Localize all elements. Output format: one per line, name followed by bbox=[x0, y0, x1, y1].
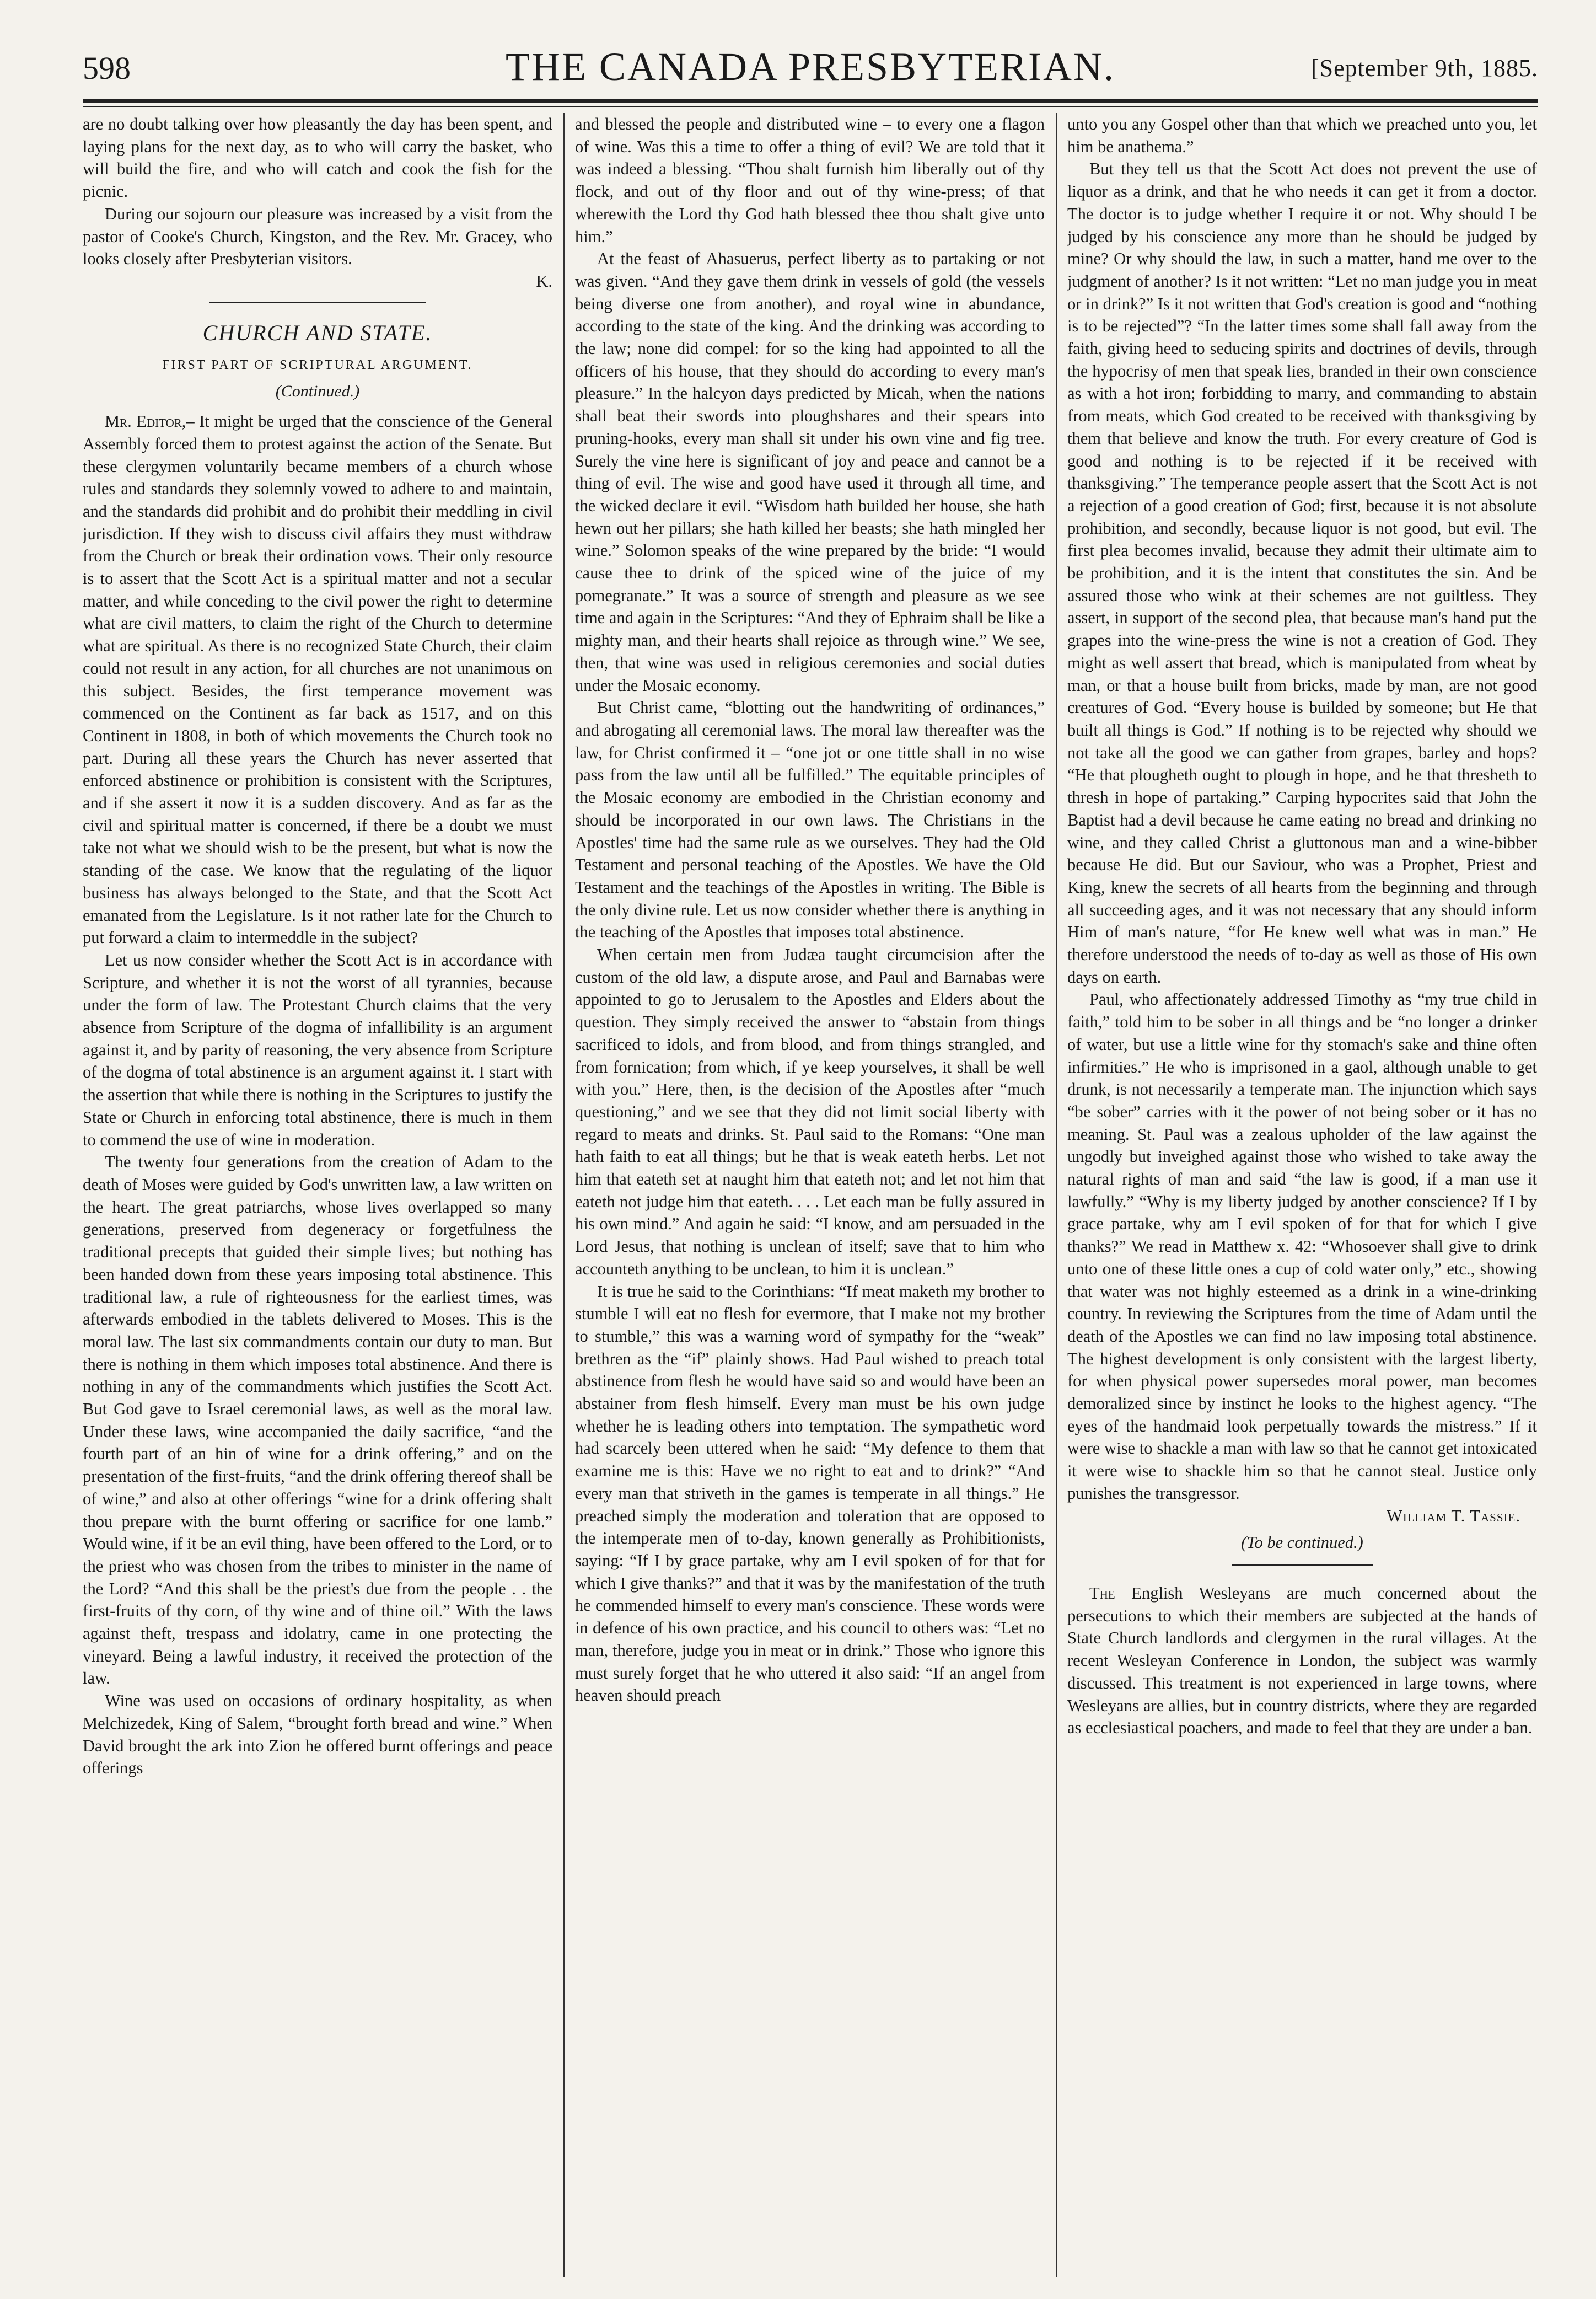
column-3 bbox=[1067, 113, 1537, 2280]
signature bbox=[1067, 1505, 1537, 1528]
article-subtitle: FIRST PART OF SCRIPTURAL ARGUMENT. bbox=[162, 358, 473, 373]
paragraph: But Christ came, “blotting out the handwriting of ordinances,” and abrogating all ceremonial laws. The moral law thereafter was the law, for Christ confirmed it – “one jot or one tittle shall in no wise pass from the law until all be fulfilled.” The equitable principles of the Mosaic economy are embodied in the Christian economy and should be incorporated in our own laws. The Christians in the Apostles' time had the same rule as we ourselves. They had the Old Testament and personal teaching of the Apostles. We have the Old Testament and the teachings of the Apostles in writing. The Bible is the only divine rule. Let us now consider whether there is anything in the teaching of the Apostles that imposes total abstinence. bbox=[575, 698, 1045, 942]
section-rule bbox=[1232, 1564, 1373, 1566]
lead-word: The bbox=[1089, 1584, 1115, 1603]
page-number: 598 bbox=[83, 50, 131, 86]
to-be-continued: (To be continued.) bbox=[1241, 1533, 1363, 1552]
author-name: William T. Tassie. bbox=[1386, 1506, 1520, 1525]
header-rule-thin bbox=[83, 106, 1538, 107]
article-title: CHURCH AND STATE. bbox=[202, 320, 433, 345]
paragraph bbox=[1067, 1582, 1537, 1739]
continued-note: (Continued.) bbox=[275, 382, 360, 401]
header-rule bbox=[83, 99, 1538, 103]
paragraph bbox=[83, 203, 552, 270]
column-2 bbox=[575, 113, 1045, 2280]
paragraph: But they tell us that the Scott Act does not prevent the use of liquor as a drink, and that he who needs it can get it from a doctor. The doctor is to judge whether I require it or not. Why should I be judged by his conscience any more than he should be judged by mine? Or why should the law, in such a matter, hand me over to the judgment of another? Is it not written: “Let no man judge you in meat or in drink?” Is it not written that God's creation is good and “nothing is to be rejected”? “In the latter times some shall fall away from the faith, giving heed to seducing spirits and doctrines of devils, through the hypocrisy of men that speak lies, branded in their own conscience as with a hot iron; forbidding to marry, and commanding to abstain from meats, which God created to be received with thanksgiving by them that believe and know the truth. For every creature of God is good and nothing is to be rejected if it be received with thanksgiving.” The temperance people assert that the Scott Act is not a rejection of a good creation of God; first, because it is not absolute prohibition, and secondly, because liquor is not good, but evil. The first plea becomes invalid, because they admit their ultimate aim to be prohibition, and it is the intent that constitutes the sin. And be assured those who wink at their schemes are not guiltless. They assert, in support of the second plea, that because man's hand put the grapes into the wine-press the wine is not a creation of God. They might as well assert that bread, which is manipulated from wheat by man, or that a house built from bricks, made by man, are not good creatures of God. “Every house is builded by someone; but He that built all things is God.” If nothing is to be rejected why should we not take all the good we can gather from grapes, barley and hops? “He that plougheth ought to plough in hope, and he that thresheth to thresh in hope of partaking.” Carping hypocrites said that John the Baptist had a devil because he came eating no bread and drinking no wine, and they called Christ a gluttonous man and a wine-bibber because He did. But our Saviour, who was a Prophet, Priest and King, knew the secrets of all hearts from the beginning and through all succeeding ages, and it was not necessary that any should inform Him of man's nature, “for He knew well what was in man.” He therefore understood the needs of to-day as well as those of His own days on earth. bbox=[1067, 159, 1537, 987]
signature-initial: K. bbox=[536, 271, 552, 291]
paragraph-text: – It might be urged that the conscience of the General Assembly forced them to protest against the action of the Senate. But these clergymen voluntarily became members of a church whose rules and standards they solemnly vowed to adhere to and maintain, and the standards did prohibit and do prohibit their meddling in civil jurisdiction. If they wish to discuss civil affairs they must withdraw from the Church or break their ordination vows. Their only resource is to assert that the Scott Act is a spiritual matter and not a secular matter, and while conceding to the civil power the right to determine what are civil matters, to claim the right of the Church to determine what are spiritual. As there is no recognized State Church, their claim could not result in any action, for all churches are not unanimous on this subject. Besides, the first temperance movement was commenced on the Continent as far back as 1517, and on this Continent in 1808, in both of which movements the Church took no part. During all these years the Church has never asserted that enforced abstinence or prohibition is consistent with the Scriptures, and if she assert it now it is a sudden discovery. And as far as the civil and spiritual matter is concerned, if there be a doubt we must take not what we should wish to be the present, but what is now the standing of the case. We know that the regulating of the liquor business has always belonged to the State, and that the Scott Act emanated from the Legislature. Is it not rather late for the Church to put forward a claim to intermeddle in the subject? bbox=[83, 412, 552, 947]
newspaper-title: THE CANADA PRESBYTERIAN. bbox=[505, 45, 1116, 89]
paragraph-text: English Wesleyans are much concerned about the persecutions to which their members are subjected at the hands of State Church landlords and clergymen in the rural villages. At the recent Wesleyan Conference in London, the subject was warmly discussed. This treatment is not experienced in large towns, where Wesleyans are allies, but in country districts, where they are regarded as ecclesiastical poachers, and made to feel that they are under a ban. bbox=[1067, 1584, 1537, 1738]
paragraph: The twenty four generations from the creation of Adam to the death of Moses were guided by God's unwritten law, a law written on the heart. The great patriarchs, whose lives overlapped so many generations, preserved from degeneracy or forgetfulness the traditional precepts that guided their simple lives; but nothing has been handed down from these years imposing total abstinence. This traditional law, a rule of righteousness for the earliest times, was afterwards embodied in the tablets delivered to Moses. This is the moral law. The last six commandments contain our duty to man. But there is nothing in them which imposes total abstinence. And there is nothing in any of the commandments which justifies the Scott Act. But God gave to Israel ceremonial laws, as well as the moral law. Under these laws, wine accompanied the daily sacrifice, “and the fourth part of an hin of wine for a drink offering,” and on the presentation of the first-fruits, “and the drink offering thereof shall be of wine,” and also at other offerings “wine for a drink offering shalt thou prepare with the burnt offering or sacrifice for one lamb.” Would wine, if it be an evil thing, have been offered to the Lord, or to the priest who was chosen from the tribes to minister in the name of the Lord? “And this shall be the priest's due from the people . . the first-fruits of thy corn, of thy wine and of thine oil.” With the laws against theft, trespass and idolatry, came in one protecting the vineyard. Being a lawful industry, it received the protection of the law. bbox=[83, 1153, 552, 1688]
issue-date: [September 9th, 1885. bbox=[1310, 55, 1538, 82]
paragraph: At the feast of Ahasuerus, perfect liberty as to partaking or not was given. “And they gave them drink in vessels of gold (the vessels being diverse one from another), and royal wine in abundance, according to the state of the king. And the drinking was according to the law; none did compel: for so the king had appointed to all the officers of his house, that they should do according to every man's pleasure.” In the halcyon days predicted by Micah, when the nations shall beat their swords into ploughshares and their spears into pruning-hooks, every man shall sit under his own vine and fig tree. Surely the vine here is significant of joy and peace and cannot be a thing of evil. The wise and good have used it through all time, and the wicked declare it evil. “Wisdom hath builded her house, she hath hewn out her pillars; she hath killed her beasts; she hath mingled her wine.” Solomon speaks of the wine prepared by the bride: “I would cause thee to drink of the spiced wine of the juice of my pomegranate.” It was a source of strength and pleasure as we see time and again in the Scriptures: “And they of Ephraim shall be like a mighty man, and their hearts shall rejoice as through wine.” We see, then, that wine was used in religious ceremonies and social duties under the Mosaic economy. bbox=[575, 249, 1045, 695]
salutation: Mr. Editor, bbox=[105, 412, 186, 431]
paragraph: are no doubt talking over how pleasantly the day has been spent, and laying plans for the next day, as to who will carry the basket, who will build the fire, and who will catch and cook the fish for the picnic. bbox=[83, 115, 552, 201]
column-divider bbox=[1056, 113, 1057, 2277]
paragraph: Let us now consider whether the Scott Act is in accordance with Scripture, and whether it is not the worst of all tyrannies, because under the form of law. The Protestant Church claims that the very absence from Scripture of the dogma of infallibility is an argument against it, and by parity of reasoning, the very absence from Scripture of the dogma of total abstinence is an argument against it. I start with the assertion that while there is nothing in the Scriptures to justify the State or Church in enforcing total abstinence, there is much in them to commend the use of wine in moderation. bbox=[83, 950, 552, 1149]
masthead bbox=[83, 39, 1538, 99]
paragraph: and blessed the people and distributed wine – to every one a flagon of wine. Was this a time to offer a thing of evil? We are told that it was indeed a blessing. “Thou shalt furnish him liberally out of thy flock, and out of thy floor and out of thy wine-press; of that wherewith the Lord thy God hath blessed thee thou shalt give unto him.” bbox=[575, 115, 1045, 246]
paragraph: Paul, who affectionately addressed Timothy as “my true child in faith,” told him to be sober in all things and be “no longer a drinker of water, but use a little wine for thy stomach's sake and thine often infirmities.” He who is imprisoned in a gaol, although unable to get drunk, is not necessarily a temperate man. The injunction which says “be sober” carries with it the power of not being sober or it has no meaning. St. Paul was a zealous upholder of the law against the ungodly but inveighed against those who wished to take away the natural rights of man and said “the law is good, if a man use it lawfully.” “Why is my liberty judged by another conscience? If I by grace partake, why am I evil spoken of for that for which I give thanks?” We read in Matthew x. 42: “Whosoever shall give to drink unto one of these little ones a cup of cold water only,” etc., showing that water was not highly esteemed as a drink in a wine-drinking country. In reviewing the Scriptures from the time of Adam until the death of the Apostles we can find no law imposing total abstinence. The highest development is only consistent with the largest liberty, for when physical power supersedes moral power, man becomes demoralized since by instinct he looks to the highest agency. “The eyes of the handmaid look perpetually towards the mistress.” If it were wise to shackle a man with law so that he cannot get intoxicated it were wise to shackle him so that he cannot steal. Justice only punishes the transgressor. bbox=[1067, 990, 1537, 1503]
article-heading bbox=[83, 302, 552, 403]
paragraph: When certain men from Judæa taught circumcision after the custom of the old law, a dispute arose, and Paul and Barnabas were appointed to go to Jerusalem to the Apostles and Elders about the question. They simply received the answer to “abstain from things sacrificed to idols, and from blood, and from things strangled, and from fornication; from which, if ye keep yourselves, it shall be well with you.” Here, then, is the decision of the Apostles after “much questioning,” and we see that they did not limit social liberty with regard to meats and drinks. St. Paul said to the Romans: “One man hath faith to eat all things; but he that is weak eateth herbs. Let not him that eateth set at naught him that eateth not; and let not him that eateth not judge him that eateth. . . . Let each man be fully assured in his own mind.” And again he said: “I know, and am persuaded in the Lord Jesus, that nothing is unclean of itself; save that to him who accounteth anything to be unclean, to him it is unclean.” bbox=[575, 945, 1045, 1278]
paragraph: It is true he said to the Corinthians: “If meat maketh my brother to stumble I will eat no flesh for evermore, that I make not my brother to stumble,” this was a warning word of sympathy for the “weak” brethren as the “if” plainly shows. Had Paul wished to preach total abstinence from flesh he would have said so and would have been an abstainer from flesh himself. Every man must be his own judge whether he is leading others into temptation. The sympathetic word had scarcely been uttered when he said: “My defence to them that examine me is this: Have we no right to eat and to drink?” “And every man that striveth in the games is temperate in all things.” He preached simply the moderation and toleration that are opposed to the intemperate men of to-day, known generally as Prohibitionists, saying: “If I by grace partake, why am I evil spoken of for that for which I give thanks?” and that it was by the manifestation of the truth he commended himself to every man's conscience. These words were in defence of his own practice, and his council to others was: “Let no man, therefore, judge you in meat or in drink.” Those who ignore this must surely forget that he who uttered it also said: “If an angel from heaven should preach bbox=[575, 1282, 1045, 1705]
paragraph: unto you any Gospel other than that which we preached unto you, let him be anathema.” bbox=[1067, 115, 1537, 156]
heading-rule bbox=[209, 302, 426, 306]
paragraph-text: During our sojourn our pleasure was increased by a visit from the pastor of Cooke's Church, Kingston, and the Rev. Mr. Gracey, who looks closely after Presbyterian visitors. bbox=[83, 204, 552, 269]
paragraph bbox=[83, 410, 552, 949]
column-divider bbox=[563, 113, 565, 2277]
column-1 bbox=[83, 113, 552, 2280]
paragraph: Wine was used on occasions of ordinary hospitality, as when Melchizedek, King of Salem, “brought forth bread and wine.” When David brought the ark into Zion he offered burnt offerings and peace offerings bbox=[83, 1691, 552, 1778]
